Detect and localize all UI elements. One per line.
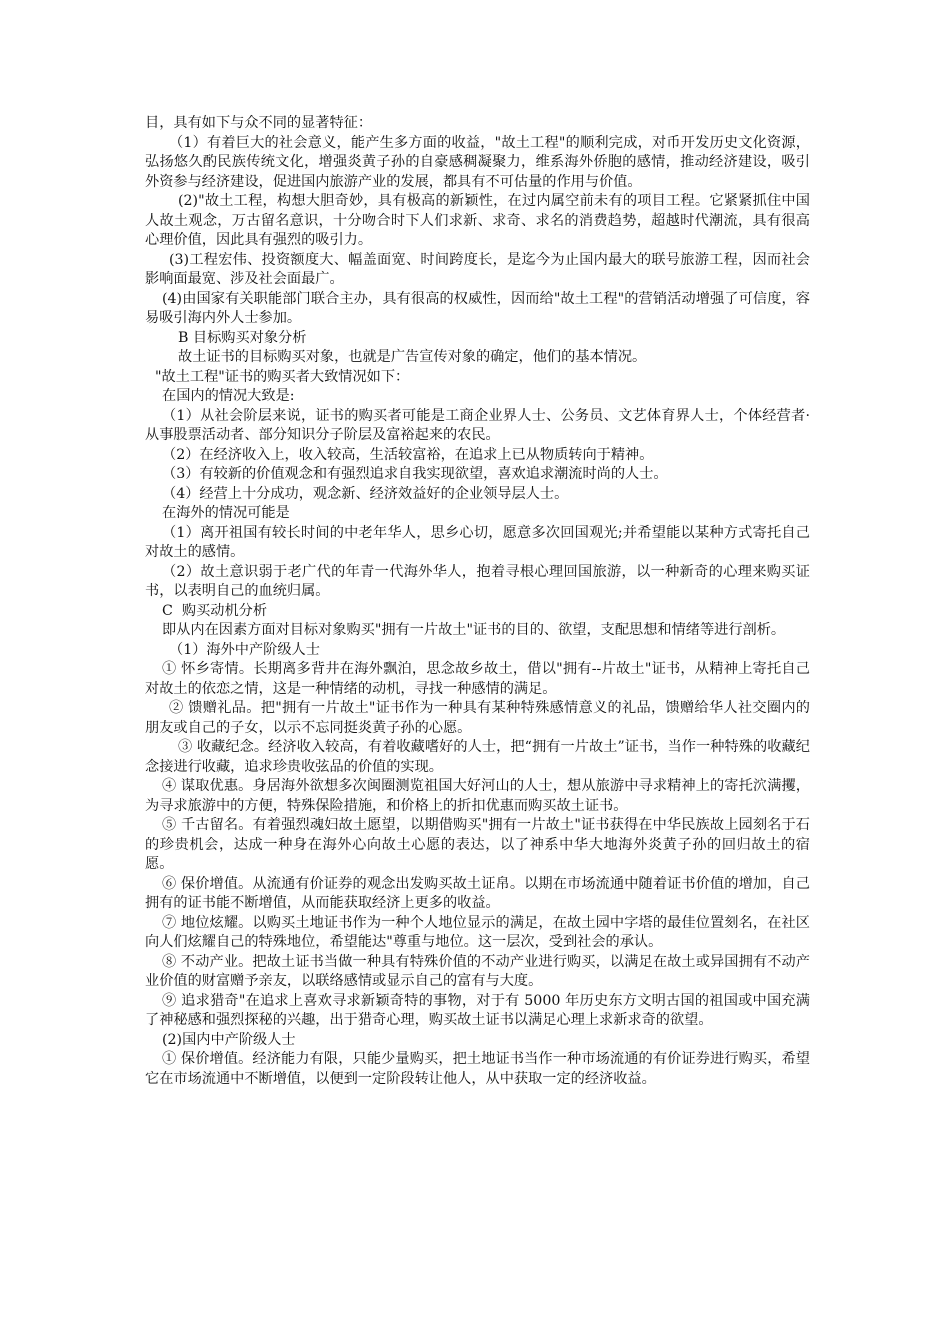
paragraph: B 目标购买对象分析	[178, 329, 307, 346]
paragraph: 即从内在因素方面对目标对象购买"拥有一片故土"证书的目的、欲望，支配思想和情绪等进行剖析。	[162, 622, 786, 638]
paragraph: (3)工程宏伟、投资额度大、幅盖面宽、时间跨度长，是迄今为止国内最大的联号旅游工程，因而社会影响面最宽、涉及社会面最广。	[145, 251, 810, 287]
paragraph: ① 怀乡寄情。长期离多背井在海外飘泊，思念故乡故土，借以"拥有--片故土"证书，从精神上寄托自己对故土的依恋之情，这是一种情绪的动机，寻找一种感情的满足。	[145, 661, 810, 697]
paragraph: （1）离开祖国有较长时间的中老年华人，思乡心切，愿意多次回国观光;并希望能以某种方式寄托自己对故土的感情。	[145, 524, 810, 560]
document-page	[145, 114, 810, 1089]
paragraph: 在国内的情况大致是:	[162, 388, 295, 404]
paragraph: ② 馈赠礼品。把"拥有一片故土"证书作为一种具有某种特殊感情意义的礼品，馈赠给华人社交圈内的朋友或自己的子女，以示不忘同挺炎黄子孙的心愿。	[145, 700, 810, 736]
paragraph: 故土证书的目标购买对象，也就是广告宣传对象的确定，他们的基本情况。	[178, 349, 647, 365]
paragraph: （1）有着巨大的社会意义，能产生多方面的收益，"故土工程"的顺利完成，对币开发历史文化资源，弘扬悠久酌民族传统文化，增强炎黄子孙的自豪感稠凝聚力，维系海外侨胞的感情，推动经济建设，吸引外资参与经济建设，促进国内旅游产业的发展，都具有不可估量的作用与价值。	[145, 134, 810, 190]
paragraph: (2)"故土工程，构想大胆奇妙，具有极高的新颖性，在过内属空前未有的项目工程。它紧紧抓住中国人故土观念，万古留名意识，十分吻合时下人们求新、求奇、求名的消费趋势，超越时代潮流，具有很高心理价值，因此具有强烈的吸引力。	[145, 193, 810, 248]
paragraph: "故土工程"证书的购买者大致情况如下：	[155, 368, 410, 385]
paragraph: （1）从社会阶层来说，证书的购买者可能是工商企业界人士、公务员、文艺体育界人士，个体经营者·从事股票活动者、部分知识分子阶层及富裕起来的农民。	[145, 407, 810, 443]
paragraph: ③ 收藏纪念。经济收入较高，有着收藏嗜好的人士，把“拥有一片故土”证书，当作一种特殊的收藏纪念接进行收藏，追求珍贵收弦品的价值的实现。	[145, 739, 810, 775]
paragraph: ⑦ 地位炫耀。以购买土地证书作为一种个人地位显示的满足，在故土园中字塔的最佳位置刻名，在社区向人们炫耀自己的特殊地位，希望能达"尊重与地位。这一层次，受到社会的承认。	[145, 914, 810, 950]
paragraph: （3）有较新的价值观念和有强烈追求自我实现欲望，喜欢追求潮流时尚的人士。	[162, 466, 668, 482]
paragraph: （2）在经济收入上，收入较高，生活较富裕，在追求上已从物质转向于精神。	[162, 446, 654, 463]
paragraph: （2）故土意识弱于老广代的年青一代海外华人，抱着寻根心理回国旅游，以一种新奇的心理来购买证书，以表明自己的血统归属。	[145, 563, 810, 599]
paragraph: ⑥ 保价增值。从流通有价证券的观念出发购买故土证帛。以期在市场流通中随着证书价值的增加，自己拥有的证书能不断增值，从而能获取经济上更多的收益。	[145, 875, 810, 911]
paragraph: 目，具有如下与众不同的显著特征：	[145, 115, 373, 131]
paragraph: 在海外的情况可能是	[162, 505, 290, 521]
paragraph: （4）经营上十分成功，观念新、经济效益好的企业领导层人士。	[162, 485, 569, 502]
paragraph: ⑤ 千古留名。有着强烈魂妇故土愿望，以期借购买"拥有一片故土"证书获得在中华民族故上园刻名于石的珍贵机会，达成一种身在海外心向故土心愿的表达，以了神系中华大地海外炎黄子孙的回归故土的宿愿。	[145, 817, 810, 872]
paragraph: (4)由国家有关职能部门联合主办，具有很高的权威性，因而给"故土工程"的营销活动增强了可信度，容易吸引海内外人士参加。	[145, 290, 810, 326]
paragraph: ⑧ 不动产业。把故土证书当做一种具有特殊价值的不动产业进行购买，以满足在故土或异国拥有不动产业价值的财富赠予亲友，以联络感情或显示自己的富有与大度。	[145, 953, 810, 989]
paragraph: ④ 谋取优惠。身居海外欲想多次闽圈测览祖国大好河山的人士，想从旅游中寻求精神上的寄托泬满攫，为寻求旅游中的方便，特殊保险措施，和价格上的折扣优惠而购买故土证书。	[145, 778, 810, 814]
paragraph: （1）海外中产阶级人士	[169, 641, 320, 658]
paragraph: (2)国内中产阶级人士	[162, 1031, 296, 1048]
paragraph: C 购买动机分析	[162, 602, 268, 619]
paragraph: ① 保价增值。经济能力有限，只能少量购买，把土地证书当作一种市场流通的有价证券进行购买，希望它在市场流通中不断增值，以便到一定阶段转让他人，从中获取一定的经济收益。	[145, 1051, 810, 1087]
paragraph: ⑨ 追求猎奇"在追求上喜欢寻求新颖奇特的事物，对于有 5000 年历史东方文明古国的祖国或中国充满了神秘感和强烈探秘的兴趣，出于猎奇心理，购买故土证书以满足心理上求新求奇的欲望。	[145, 992, 810, 1028]
